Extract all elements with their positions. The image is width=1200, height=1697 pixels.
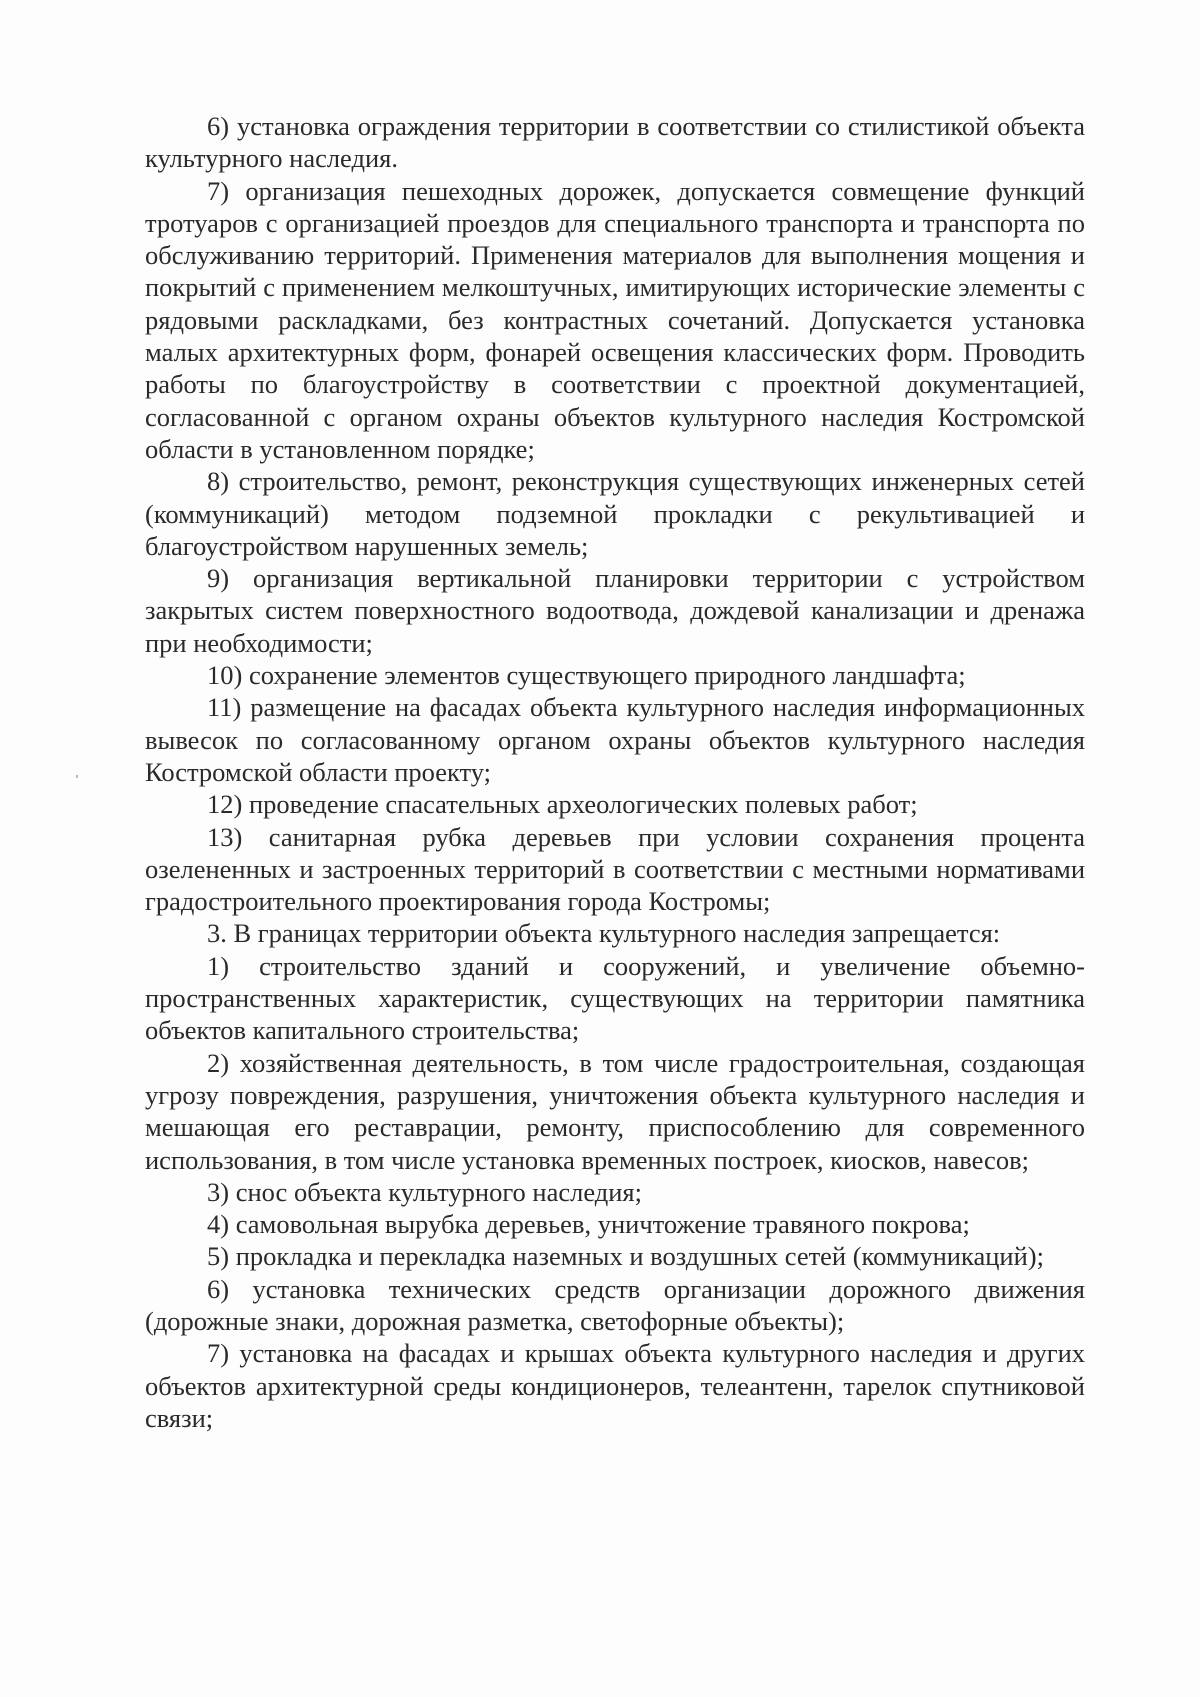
document-body [145,110,1085,1434]
section-3-heading: 3. В границах территории объекта культурного наследия запрещается: [207,918,1001,949]
prohibited-item-6-traffic-means: 6) установка технических средств организации дорожного движения (дорожные знаки, дорожная разметка, светофорные объекты); [145,1273,1085,1336]
paragraph-item-10-landscape: 10) сохранение элементов существующего природного ландшафта; [207,660,966,691]
paragraph-item-12-archaeology: 12) проведение спасательных археологических полевых работ; [207,789,918,820]
prohibited-item-3-demolition: 3) снос объекта культурного наследия; [207,1176,642,1207]
paragraph-item-13-tree-felling: 13) санитарная рубка деревьев при условии сохранения процента озелененных и застроенных территорий в соответствии с местными нормативами градостроительного проектирования города Костромы; [145,821,1085,917]
paragraph-item-7-walkways: 7) организация пешеходных дорожек, допускается совмещение функций тротуаров с организацией проездов для специального транспорта и транспорта по обслуживанию территорий. Применения материалов для выполнения мощения и покрытий с применением мелкоштучных, имитирующих исторические элементы с рядовыми раскладками, без контрастных сочетаний. Допускается установка малых архитектурных форм, фонарей освещения классических форм. Проводить работы по благоустройству в соответствии с проектной документацией, согласованной с органом охраны объектов культурного наследия Костромской области в установленном порядке; [145,175,1085,464]
paragraph-item-6-fence: 6) установка ограждения территории в соответствии со стилистикой объекта культурного наследия. [145,111,1085,174]
prohibited-item-5-networks: 5) прокладка и перекладка наземных и воздушных сетей (коммуникаций); [207,1241,1044,1272]
paragraph-item-9-drainage: 9) организация вертикальной планировки территории с устройством закрытых систем поверхностного водоотвода, дождевой канализации и дренажа при необходимости; [145,563,1085,658]
scan-artifact [76,775,78,778]
paragraph-item-8-utilities: 8) строительство, ремонт, реконструкция существующих инженерных сетей (коммуникаций) методом подземной прокладки с рекультивацией и благоустройством нарушенных земель; [145,466,1085,561]
prohibited-item-2-economic-activity: 2) хозяйственная деятельность, в том числе градостроительная, создающая угрозу повреждения, разрушения, уничтожения объекта культурного наследия и мешающая его реставрации, ремонту, приспособлению для современного использования, в том числе установка временных построек, киосков, навесов; [145,1047,1085,1175]
prohibited-item-7-facade-equipment: 7) установка на фасадах и крышах объекта культурного наследия и других объектов архитектурной среды кондиционеров, телеантенн, тарелок спутниковой связи; [145,1338,1085,1433]
paragraph-item-11-signage: 11) размещение на фасадах объекта культурного наследия информационных вывесок по согласованному органом охраны объектов культурного наследия Костромской области проекту; [145,692,1085,787]
prohibited-item-4-tree-cutting: 4) самовольная вырубка деревьев, уничтожение травяного покрова; [207,1209,970,1240]
prohibited-item-1-construction: 1) строительство зданий и сооружений, и увеличение объемно-пространственных характеристик, существующих на территории памятника объектов капитального строительства; [145,950,1085,1046]
